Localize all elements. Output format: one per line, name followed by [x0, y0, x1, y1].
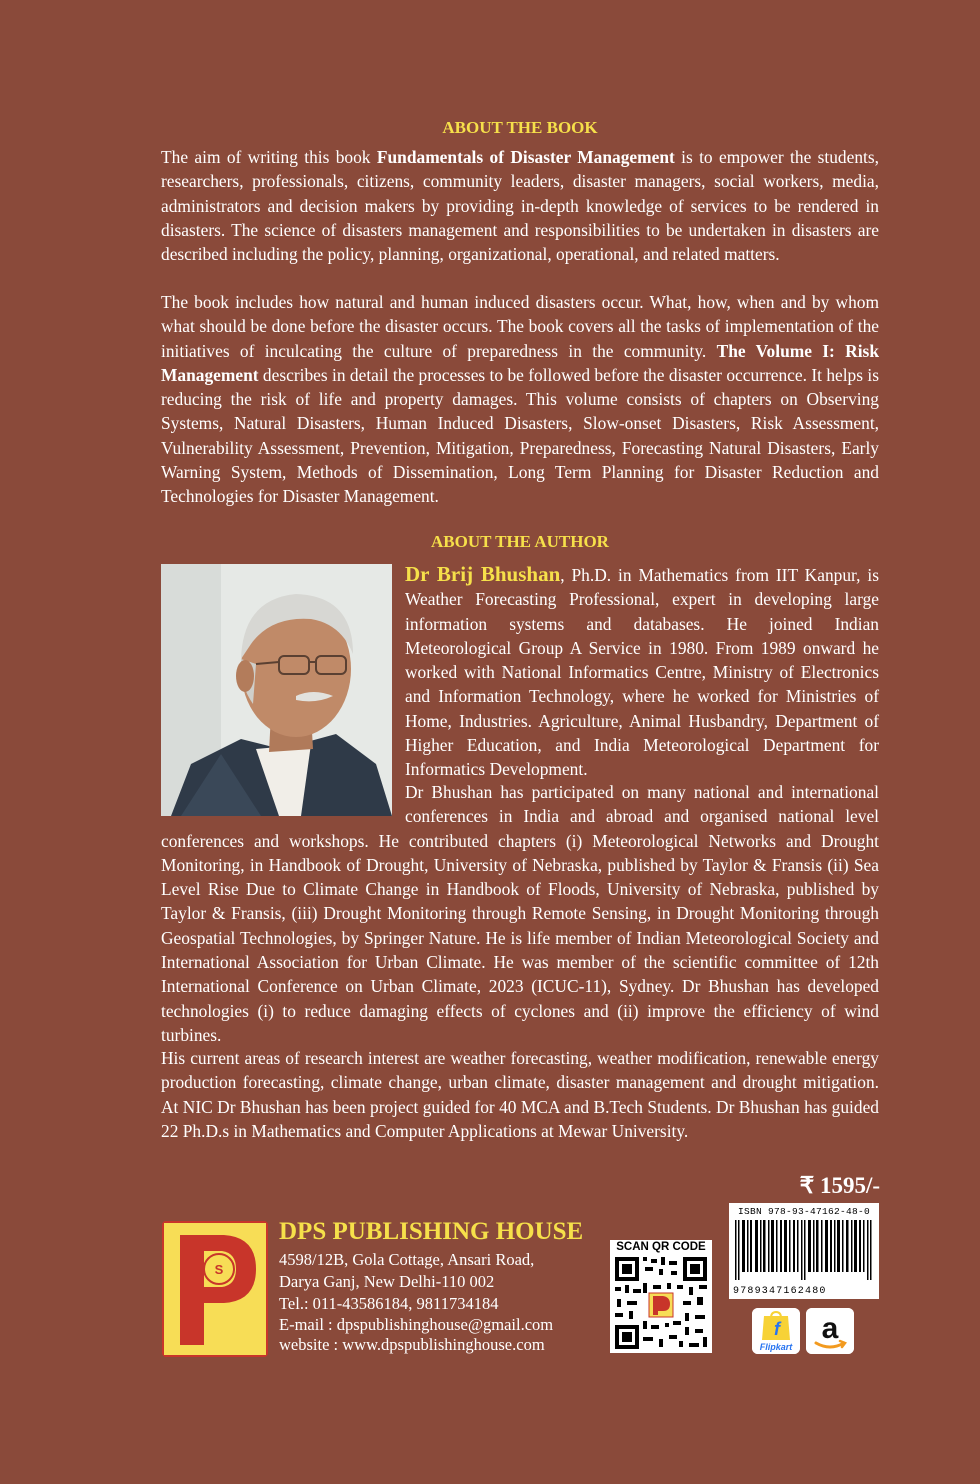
amazon-icon[interactable]	[806, 1308, 854, 1354]
about-book-heading: ABOUT THE BOOK	[442, 118, 598, 137]
author-portrait-illustration	[161, 564, 392, 816]
author-bio-paragraph-3: His current areas of research interest are weather forecasting, weather modification, renewable energy production forecasting, climate change, urban climate, disaster management and drought mitigation. At NIC Dr Bhushan has been project guided for 40 MCA and B.Tech Students. Dr Bhushan has guided 22 Ph.D.s in Mathematics and Computer Applications at Mewar University.	[161, 1048, 879, 1141]
flipkart-logo	[752, 1308, 800, 1354]
about-book-paragraph-1	[161, 145, 879, 266]
publisher-logo	[162, 1221, 268, 1357]
photo-wrap-spacer	[161, 780, 405, 828]
text-run: describes in detail the processes to be followed before the disaster occurrence. It helps is reducing the risk of life and property damages. This volume consists of chapters on Observing Systems, Natural Disasters, Human Induced Disasters, Slow-onset Disasters, Risk Assessment, Vulnerability Assessment, Prevention, Mitigation, Preparedness, Forecasting Natural Disasters, Early Warning System, Methods of Dissemination, Long Term Planning for Disaster Reduction and Technologies for Disaster Management.	[161, 364, 879, 507]
svg-text:f: f	[774, 1319, 780, 1339]
author-name: Dr Brij Bhushan	[405, 562, 561, 586]
publisher-address-2: Darya Ganj, New Delhi-110 002	[279, 1272, 495, 1291]
publisher-logo-mark	[164, 1223, 266, 1355]
about-book-paragraph-2	[161, 290, 879, 509]
qr-label: SCAN QR CODE	[616, 1241, 706, 1253]
text-run: is to empower the students, researchers, professionals, citizens, community leaders, disaster managers, social workers, media, administrators and decision makers by providing in-depth knowledge of services to be rendered in disasters. The science of disasters management and responsibilities to be undertaken in disasters are described including the policy, planning, organizational, operational, and related matters.	[161, 147, 879, 265]
qr-code-block[interactable]	[610, 1240, 712, 1353]
barcode-bars	[733, 1220, 875, 1280]
text-run: Dr Bhushan has participated on many national and international conferences in India and abroad and organised national level conferences and workshops. He contributed chapters (i) Meteorological Networks and Drought Monitoring, in Handbook of Drought, University of Nebraska, published by Taylor & Fransis (ii) Sea Level Rise Due to Climate Change in Handbook of Floods, University of Nebraska, published by Taylor & Fransis, (iii) Drought Monitoring through Remote Sensing, in Drought Monitoring through Geospatial Technologies, by Springer Nature. He is life member of Indian Meteorological Society and International Association for Urban Climate. He was member of the scientific committee of 12th International Conference on Urban Climate, 2023 (ICUC-11), Sydney. Dr Bhushan has developed technologies (i) to reduce damaging effects of cyclones and (ii) improve the efficiency of wind turbines.	[161, 782, 879, 1045]
publisher-address-1: 4598/12B, Gola Cottage, Ansari Road,	[279, 1250, 535, 1269]
isbn-barcode	[729, 1203, 879, 1299]
flipkart-icon[interactable]	[752, 1308, 800, 1354]
author-photo	[161, 564, 392, 816]
publisher-name: DPS PUBLISHING HOUSE	[279, 1218, 584, 1245]
text-run: The aim of writing this book	[161, 147, 377, 167]
price-label: ₹ 1595/-	[799, 1173, 880, 1198]
publisher-email[interactable]: E-mail : dpspublishinghouse@gmail.com	[279, 1315, 554, 1334]
isbn-number: ISBN 978-93-47162-48-0	[737, 1206, 871, 1217]
qr-code-icon	[613, 1255, 709, 1351]
author-bio-paragraph-2	[161, 780, 879, 1047]
volume-title: The Volume I: Risk Management	[161, 340, 879, 385]
about-author-heading: ABOUT THE AUTHOR	[431, 532, 609, 551]
logo-s-letter: S	[214, 1262, 224, 1277]
barcode-digits: 9789347162480	[733, 1286, 827, 1297]
publisher-website[interactable]: website : www.dpspublishinghouse.com	[279, 1335, 545, 1354]
text-run: The book includes how natural and human induced disasters occur. What, how, when and by whom what should be done before the disaster occurs. The book covers all the tasks of implementation of the initiatives of inculcating the culture of preparedness in the community.	[161, 292, 879, 361]
flipkart-label: Flipkart	[759, 1342, 793, 1352]
amazon-logo	[806, 1308, 854, 1354]
author-bio-paragraph-1	[405, 562, 879, 782]
amazon-letter: a	[821, 1312, 839, 1345]
book-title: Fundamentals of Disaster Management	[376, 147, 675, 167]
text-run: , Ph.D. in Mathematics from IIT Kanpur, is Weather Forecasting Professional, expert in developing large information systems and databases. He joined Indian Meteorological Group A Service in 1980. From 1989 onward he worked with National Informatics Centre, Ministry of Electronics and Information Technology, where he worked for Ministries of Home, Industries. Agriculture, Animal Husbandry, Department of Higher Education, and India Meteorological Department for Informatics Development.	[405, 565, 879, 780]
publisher-phone: Tel.: 011-43586184, 9811734184	[279, 1294, 499, 1313]
